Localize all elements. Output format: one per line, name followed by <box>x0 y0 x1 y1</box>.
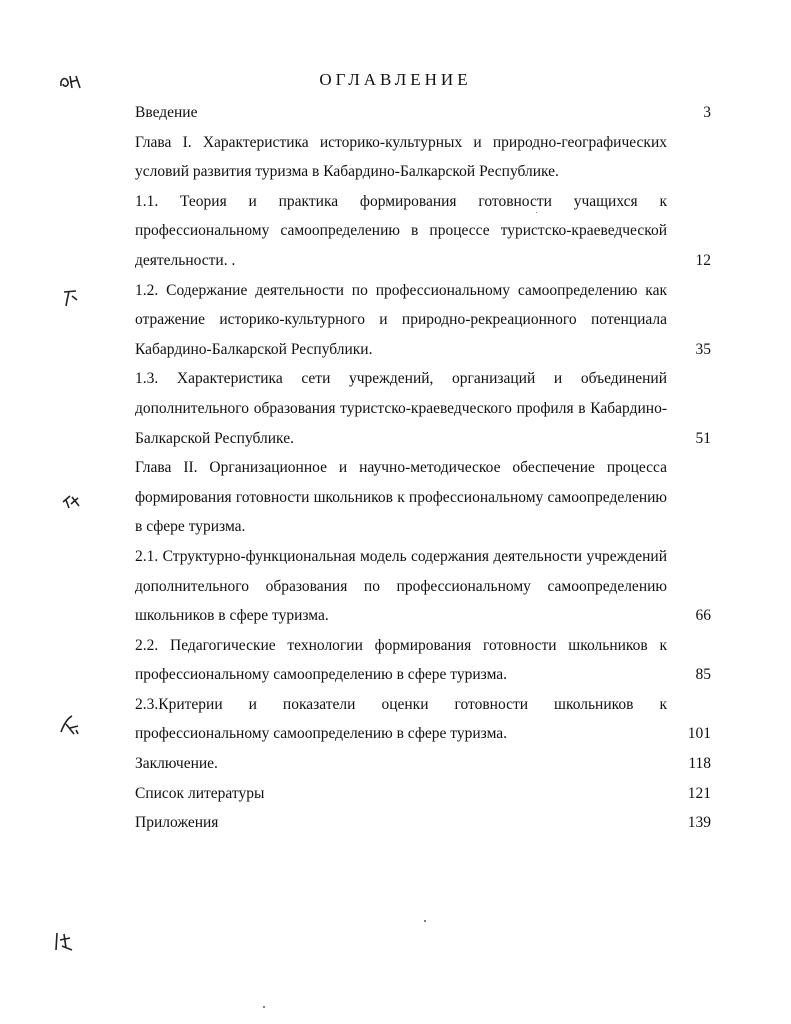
toc-entry-text: 1.3. Характеристика сети учреждений, организаций и объединений дополнительного образования туристско-краеведческого профиля в Кабардино-Балкарской Республике. <box>135 370 667 447</box>
toc-entry-introduction <box>135 98 711 128</box>
margin-scribble-icon <box>58 714 82 736</box>
toc-entry-page: 101 <box>687 725 711 743</box>
toc-entry-section-1-1 <box>135 187 711 276</box>
toc-entry-text: 2.1. Структурно-функциональная модель содержания деятельности учреждений дополнительного образования по профессиональному самоопределению школьников в сфере туризма. <box>135 547 667 625</box>
toc-entry-section-1-3 <box>135 364 711 453</box>
toc-entry-text: Приложения <box>135 814 219 832</box>
toc-entry-page: 66 <box>695 607 711 625</box>
toc-entry-text: Глава I. Характеристика историко-культурных и природно-географических условий развития туризма в Кабардино-Балкарской Республике. <box>135 133 667 181</box>
toc-entry-page: 12 <box>695 251 711 269</box>
toc-entry-text: Заключение. <box>135 755 218 773</box>
toc-entry-conclusion <box>135 749 711 779</box>
toc-entry-text: 1.2. Содержание деятельности по профессиональному самоопределению как отражение историко-культурного и природно-рекреационного потенциала Кабардино-Балкарской Республики. <box>135 281 667 358</box>
toc-entry-page: 51 <box>695 429 711 447</box>
scan-speck <box>424 920 426 922</box>
toc-entry-page: 139 <box>687 814 711 832</box>
toc-entry-page: 35 <box>695 340 711 358</box>
page-title: ОГЛАВЛЕНИЕ <box>319 70 472 89</box>
toc-entry-chapter-1 <box>135 128 711 187</box>
scan-speck <box>536 212 537 213</box>
toc-entry-text: Глава II. Организационное и научно-методическое обеспечение процесса формирования готовности школьников к профессиональному самоопределению в сфере туризма. <box>135 459 667 536</box>
toc-entry-page: 3 <box>703 104 711 121</box>
table-of-contents <box>135 98 711 838</box>
toc-entry-page: 121 <box>687 784 711 802</box>
toc-entry-text: 1.1. Теория и практика формирования готовности учащихся к профессиональному самоопределению в процессе туристско-краеведческой деятельности. . <box>135 192 667 269</box>
toc-entry-section-2-3 <box>135 690 711 749</box>
toc-entry-text: Список литературы <box>135 784 265 802</box>
margin-scribble-icon <box>52 930 76 954</box>
toc-entry-text: 2.3.Критерии и показатели оценки готовности школьников к профессиональному самоопределению в сфере туризма. <box>135 695 667 743</box>
toc-entry-chapter-2 <box>135 453 711 542</box>
toc-entry-page: 118 <box>688 755 711 773</box>
toc-entry-text: Введение <box>135 104 198 121</box>
toc-entry-page: 85 <box>695 666 711 684</box>
toc-entry-section-1-2 <box>135 276 711 365</box>
margin-scribble-icon <box>58 72 84 92</box>
toc-entry-section-2-1 <box>135 542 711 631</box>
toc-entry-appendices <box>135 808 711 838</box>
margin-scribble-icon <box>60 288 82 308</box>
margin-scribble-icon <box>60 492 82 512</box>
toc-entry-section-2-2 <box>135 631 711 690</box>
scan-speck <box>263 1006 265 1008</box>
toc-entry-text: 2.2. Педагогические технологии формирования готовности школьников к профессиональному самоопределению в сфере туризма. <box>135 636 667 684</box>
toc-entry-references <box>135 779 711 809</box>
